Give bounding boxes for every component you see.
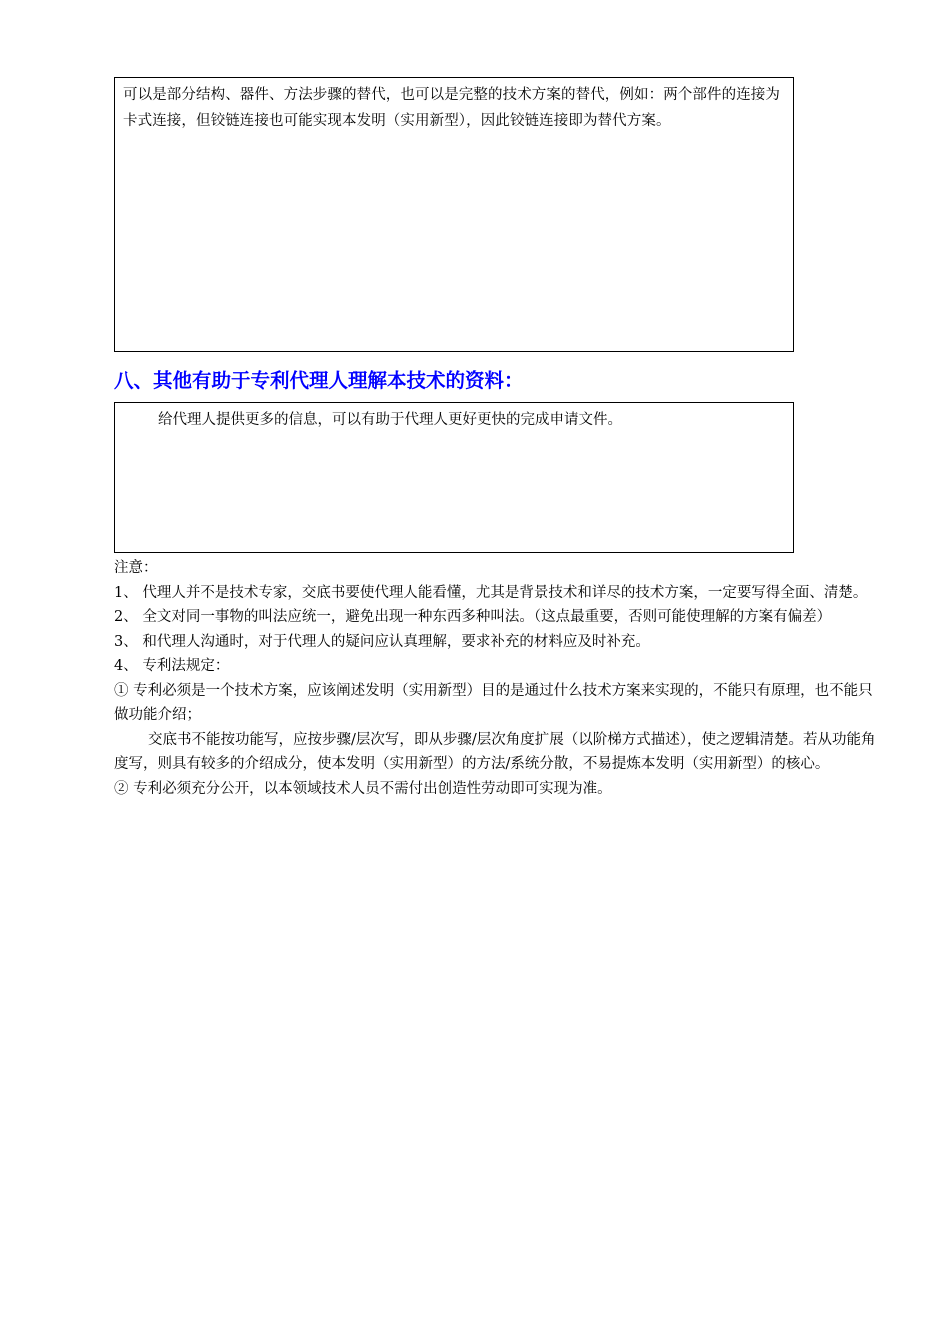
notes-title: 注意：: [114, 560, 158, 576]
note-item-4: 4、 专利法规定：: [114, 658, 230, 674]
note-item-3: 3、 和代理人沟通时，对于代理人的疑问应认真理解，要求补充的材料应及时补充。: [114, 633, 650, 650]
notes-section: [114, 556, 884, 801]
note-item-2: 2、 全文对同一事物的叫法应统一，避免出现一种东西多种叫法。（这点最重要，否则可能使理解的方案有偏差）: [114, 609, 832, 625]
patent-rule-2: ② 专利必须充分公开，以本领域技术人员不需付出创造性劳动即可实现为准。: [114, 780, 612, 797]
other-materials-text: 给代理人提供更多的信息，可以有助于代理人更好更快的完成申请文件。: [158, 412, 622, 428]
section-8-heading: 八、其他有助于专利代理人理解本技术的资料：: [114, 369, 524, 392]
other-materials-box: [114, 402, 794, 553]
alternative-solution-text: 可以是部分结构、器件、方法步骤的替代，也可以是完整的技术方案的替代，例如：两个部件的连接为卡式连接，但铰链连接也可能实现本发明（实用新型），因此铰链连接即为替代方案。: [123, 87, 780, 129]
patent-rule-1-detail: 交底书不能按功能写，应按步骤/层次写，即从步骤/层次角度扩展（以阶梯方式描述），使之逻辑清楚。若从功能角度写，则具有较多的介绍成分，使本发明（实用新型）的方法/系统分散，不易提炼本发明（实用新型）的核心。: [114, 731, 876, 772]
note-item-1: 1、 代理人并不是技术专家，交底书要使代理人能看懂，尤其是背景技术和详尽的技术方案，一定要写得全面、清楚。: [114, 584, 868, 601]
alternative-solution-box: [114, 77, 794, 352]
patent-rule-1: ① 专利必须是一个技术方案，应该阐述发明（实用新型）目的是通过什么技术方案来实现的，不能只有原理，也不能只做功能介绍；: [114, 682, 873, 723]
